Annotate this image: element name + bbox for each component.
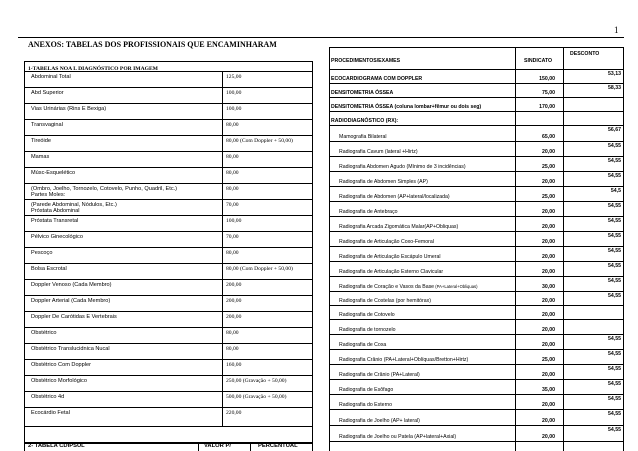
procedure-name: Radiografia de Joelho (AP+ lateral) (339, 418, 420, 424)
right-table-row-line (329, 201, 624, 202)
left-table-row-line (24, 87, 313, 88)
footer-col-percentual: PERCENTUAL (258, 443, 298, 449)
left-table-exam-name-line: (Ombro, Joelho, Tornozelo, Cotovelo, Punho, Quadril, Etc.) (31, 186, 178, 192)
right-table-row-line (329, 276, 624, 277)
right-table-row-line (329, 125, 624, 126)
right-table-row-line (329, 171, 624, 172)
sindicato-value: 20,00 (542, 269, 555, 275)
left-table-exam-name (31, 186, 177, 198)
left-table-exam-name (31, 378, 87, 384)
left-table-exam-value: 200,00 (226, 314, 242, 320)
left-table-exam-name-line: Abd Superior (31, 90, 64, 96)
sindicato-value: 20,00 (542, 149, 555, 155)
left-table-exam-name-line: Obstétrico (31, 330, 57, 336)
procedure-name: Radiografia de Coxa (339, 342, 387, 348)
left-table-row-line (24, 247, 313, 248)
left-table-row-line (24, 103, 313, 104)
desconto-value: 54,55 (608, 173, 621, 179)
procedure-label (339, 298, 431, 304)
right-table-row-line (329, 291, 624, 292)
left-table-exam-name (31, 138, 51, 144)
procedure-label (339, 387, 393, 393)
procedure-name: Radiografia de tornozelo (339, 327, 396, 333)
left-table-row-line (24, 279, 313, 280)
procedure-name: Radiografia de Abdomen (AP+lateral/localizada) (339, 194, 450, 200)
left-table-exam-name (31, 202, 117, 214)
left-table-exam-name-line: Músc-Esquelético (31, 170, 76, 176)
left-table-exam-name (31, 346, 110, 352)
procedure-name: Radiografia de Articulação Escápulo Umeral (339, 254, 441, 260)
left-table-exam-name-line: Obstétrico Morfológico (31, 378, 87, 384)
sindicato-value: 65,00 (542, 134, 555, 140)
left-table-exam-value: 100,00 (226, 90, 242, 96)
sindicato-value: 20,00 (542, 312, 555, 318)
sindicato-value: 25,00 (542, 194, 555, 200)
left-table-exam-name-line: (Parede Abdominal, Nódulos, Etc.) (31, 202, 117, 208)
left-table-exam-value: 100,00 (226, 106, 242, 112)
desconto-value: 54,55 (608, 351, 621, 357)
left-table-row-line (24, 151, 313, 152)
header-sindicato: SINDICATO (524, 58, 553, 64)
desconto-value: 54,55 (608, 381, 621, 387)
desconto-value: 54,55 (608, 218, 621, 224)
sindicato-value: 170,00 (539, 104, 555, 110)
right-table-row-line (329, 379, 624, 380)
left-table-exam-name-line: Doppler Arterial (Cada Membro) (31, 298, 111, 304)
right-table-row-line (329, 441, 624, 442)
left-table-row-line (24, 327, 313, 328)
left-table-row-line (24, 391, 313, 392)
document-title: ANEXOS: TABELAS DOS PROFISSIONAIS QUE ENCAMINHARAM (28, 40, 277, 49)
right-table-row-line (329, 156, 624, 157)
header-desconto: DESCONTO (570, 51, 600, 57)
right-table-row-line (329, 97, 624, 98)
right-table-row-line (329, 186, 624, 187)
sindicato-value: 20,00 (542, 298, 555, 304)
left-table-exam-value: 80,00 (226, 170, 239, 176)
left-table-exam-name (31, 234, 83, 240)
desconto-value: 54,55 (608, 278, 621, 284)
sindicato-value: 20,00 (542, 402, 555, 408)
right-table-row-line (329, 83, 624, 84)
left-table-exam-name-line: Obstétrico Com Doppler (31, 362, 91, 368)
left-table-col-divider (222, 71, 223, 426)
procedure-label (339, 418, 420, 424)
right-table-row-line (329, 246, 624, 247)
procedure-name: Radiografia do Esterno (339, 402, 393, 408)
procedure-label (339, 402, 392, 408)
right-table-row-line (329, 111, 624, 112)
left-table-exam-name (31, 298, 110, 304)
procedure-name: Radiografia de Costelas (por hemitórax) (339, 298, 431, 304)
procedure-label (339, 149, 418, 155)
sindicato-value: 75,00 (542, 90, 555, 96)
right-table-row-line (329, 409, 624, 410)
desconto-value: 54,55 (608, 248, 621, 254)
sindicato-value: 25,00 (542, 357, 555, 363)
procedure-label (339, 434, 456, 440)
desconto-value: 54,55 (608, 263, 621, 269)
right-table-row-line (329, 349, 624, 350)
procedure-name: Radiografia Abdomen Agudo (Mínimo de 3 incidências) (339, 164, 466, 170)
page-number: 1 (614, 25, 619, 35)
sindicato-value: 20,00 (542, 239, 555, 245)
left-table-exam-name (31, 394, 64, 400)
desconto-value: 54,55 (608, 411, 621, 417)
left-table-exam-value: 160,00 (226, 362, 242, 368)
desconto-value: 54,55 (608, 396, 621, 402)
procedure-label (339, 164, 466, 170)
left-table-exam-value: 80,00 (226, 346, 239, 352)
section-label (331, 90, 393, 96)
left-table-row-line (24, 199, 313, 200)
left-table-exam-name (31, 122, 63, 128)
desconto-value: 54,55 (608, 143, 621, 149)
right-table-row-line (329, 231, 624, 232)
left-table-exam-value: 200,00 (226, 282, 242, 288)
procedure-label (339, 357, 468, 363)
desconto-value: 54,55 (608, 203, 621, 209)
left-table-exam-value: 80,00 (226, 330, 239, 336)
footer-divider (250, 442, 251, 451)
left-table-exam-name-line: Vias Urinárias (Rins E Bexiga) (31, 106, 107, 112)
procedure-label (339, 254, 441, 260)
procedure-label (339, 284, 478, 290)
left-table-row-line (24, 375, 313, 376)
left-table-exam-value: 80,00 (Com Doppler + 50,00) (226, 266, 293, 272)
left-table-exam-value: 250,00 (Gravação + 50,00) (226, 378, 287, 384)
left-table-row-line (24, 343, 313, 344)
procedure-name: DENSITOMETRIA ÓSSEA (coluna lombar+fêmur ou dois seg) (331, 104, 482, 110)
left-table-row-line (24, 135, 313, 136)
left-table-row-line (24, 231, 313, 232)
procedure-name: Mamografia Bilateral (339, 134, 387, 140)
left-table-exam-name (31, 74, 71, 80)
desconto-value: 54,55 (608, 233, 621, 239)
procedure-label (339, 239, 434, 245)
sindicato-value: 20,00 (542, 434, 555, 440)
left-table-exam-value: 500,00 (Gravação + 50,00) (226, 394, 287, 400)
left-table-exam-name-line: Mamas (31, 154, 50, 160)
left-table-exam-value: 80,00 (226, 122, 239, 128)
left-table-title: 1-TABELAS NOA L DIAGNÓSTICO POR IMAGEM (28, 66, 158, 72)
left-table-exam-name-line: Abdominal Total (31, 74, 71, 80)
left-table-row-line (24, 71, 313, 72)
right-table-row-line (329, 216, 624, 217)
procedure-name: Radiografia Crânio (PA+Lateral+Oblíquas/Bretton+Hirtz) (339, 357, 469, 363)
procedure-label (339, 209, 398, 215)
sindicato-value: 150,00 (539, 76, 555, 82)
left-table-exam-name (31, 266, 67, 272)
left-table-exam-name-line: Obstétrico Translucidnica Nucal (31, 346, 110, 352)
left-table-exam-value: 70,00 (226, 202, 239, 208)
left-table-exam-name-line: Ecocárdio Fetal (31, 410, 70, 416)
left-table-exam-name-line: Partes Moles: (31, 192, 66, 199)
left-table-row-line (24, 295, 313, 296)
right-table-row-line (329, 425, 624, 426)
left-table-row-line (24, 215, 313, 216)
desconto-value: 53,13 (608, 71, 621, 77)
desconto-value: 54,5 (610, 188, 621, 194)
left-table-exam-name-line: Bolsa Escrotal (31, 266, 67, 272)
procedure-label (339, 269, 443, 275)
desconto-value: 56,67 (608, 127, 621, 133)
left-table-exam-name (31, 362, 91, 368)
sindicato-value: 25,00 (542, 164, 555, 170)
left-table-exam-name-line: Doppler De Carótidas E Vertebrais (31, 314, 117, 320)
left-table-row-line (24, 263, 313, 264)
left-table-exam-name (31, 218, 78, 224)
procedure-label (339, 134, 387, 140)
left-table-exam-value: 220,00 (226, 410, 242, 416)
right-table-row-line (329, 394, 624, 395)
procedure-note: (PA+Lateral+Obliquas) (434, 284, 478, 289)
footer-col-valor: VALOR P/ (204, 443, 231, 449)
procedure-label (339, 312, 395, 318)
procedure-name: Radiografia de Articulação Esterno Clavicular (339, 269, 444, 275)
procedure-label (339, 327, 396, 333)
left-table-exam-name (31, 106, 106, 112)
left-table-exam-name (31, 282, 112, 288)
sindicato-value: 20,00 (542, 224, 555, 230)
sindicato-value: 20,00 (542, 254, 555, 260)
top-rule (18, 37, 624, 38)
procedure-name: Radiografia de Esôfago (339, 387, 394, 393)
left-table-row-line (24, 407, 313, 408)
procedure-name: Radiografia Arcada Zigomática Malar(AP+Obliquas) (339, 224, 459, 230)
right-table-row-line (329, 261, 624, 262)
left-table-exam-name (31, 170, 75, 176)
sindicato-value: 30,00 (542, 284, 555, 290)
section-label (331, 118, 398, 124)
sindicato-value: 20,00 (542, 342, 555, 348)
left-table-exam-name (31, 330, 57, 336)
right-table-row-line (329, 69, 624, 70)
header-procedimentos: PROCEDIMENTOS/EXAMES (331, 58, 401, 64)
right-table-row-line (329, 334, 624, 335)
left-table-exam-name-line: Próstata Transretal (31, 218, 79, 224)
left-table-exam-name (31, 90, 64, 96)
left-table-row-line (24, 311, 313, 312)
left-table-exam-name-line: Pescoço (31, 250, 53, 256)
desconto-value: 54,55 (608, 158, 621, 164)
procedure-name: Radiografia de Antebraço (339, 209, 398, 215)
left-table-exam-name (31, 410, 70, 416)
left-table-exam-name-line: Tireóide (31, 138, 52, 144)
left-table-row-line (24, 183, 313, 184)
left-table-row-line (24, 359, 313, 360)
sindicato-value: 20,00 (542, 418, 555, 424)
left-table-exam-name (31, 314, 117, 320)
left-table-row-line (24, 119, 313, 120)
desconto-value: 54,55 (608, 336, 621, 342)
procedure-name: RADIODIAGNÓSTICO (RX): (331, 118, 399, 124)
footer-title: 2- TABELA CDIPSUL (28, 443, 85, 449)
procedure-name: Radiografia de Abdomen Simples (AP) (339, 179, 428, 185)
sindicato-value: 20,00 (542, 372, 555, 378)
left-table-exam-value: 80,00 (Com Doppler + 50,00) (226, 138, 293, 144)
desconto-value: 54,55 (608, 427, 621, 433)
procedure-name: Radiografia de Coração e Vasos da Base (339, 284, 435, 290)
left-table-exam-value: 125,00 (226, 74, 242, 80)
left-table-exam-value: 200,00 (226, 298, 242, 304)
left-table-row-line (24, 426, 313, 427)
desconto-value: 54,55 (608, 293, 621, 299)
desconto-value: 58,33 (608, 85, 621, 91)
procedure-name: Radiografia Cavum (lateral +Hirtz) (339, 149, 418, 155)
left-table-exam-name (31, 250, 52, 256)
procedure-name: Radiografia de Cotovelo (339, 312, 395, 318)
procedure-label (339, 372, 420, 378)
right-table-row-line (329, 364, 624, 365)
left-table-exam-name-line: Pélvico Ginecológico (31, 234, 83, 240)
section-label (331, 76, 422, 82)
left-table-exam-value: 80,00 (226, 250, 239, 256)
procedure-name: Radiografia de Crânio (PA+Lateral) (339, 372, 420, 378)
procedure-label (339, 342, 386, 348)
left-table-exam-value: 100,00 (226, 218, 242, 224)
sindicato-value: 20,00 (542, 209, 555, 215)
sindicato-value: 20,00 (542, 179, 555, 185)
left-table-exam-name-line: Próstata Abdominal (31, 208, 80, 215)
right-table-row-line (329, 305, 624, 306)
left-table-exam-name-line: Doppler Venoso (Cada Membro) (31, 282, 112, 288)
section-label (331, 104, 481, 110)
procedure-name: Radiografia de Articulação Coxo-Femoral (339, 239, 434, 245)
left-table-exam-value: 80,00 (226, 186, 239, 192)
left-table-exam-name-line: Obstétrico 4d (31, 394, 65, 400)
procedure-name: Radiografia de Joelho ou Patela (AP+lateral+Axial) (339, 434, 457, 440)
procedure-label (339, 179, 428, 185)
sindicato-value: 35,00 (542, 387, 555, 393)
left-table-exam-name (31, 154, 49, 160)
left-table-row-line (24, 167, 313, 168)
footer-divider (198, 442, 199, 451)
procedure-label (339, 224, 458, 230)
sindicato-value: 20,00 (542, 327, 555, 333)
right-table-row-line (329, 319, 624, 320)
left-table-exam-name-line: Transvaginal (31, 122, 63, 128)
right-table-row-line (329, 141, 624, 142)
desconto-value: 54,55 (608, 366, 621, 372)
left-table-exam-value: 70,00 (226, 234, 239, 240)
left-table-exam-value: 80,00 (226, 154, 239, 160)
procedure-name: DENSITOMETRIA ÓSSEA (331, 90, 394, 96)
procedure-name: ECOCARDIOGRAMA COM DOPPLER (331, 76, 423, 82)
procedure-label (339, 194, 450, 200)
